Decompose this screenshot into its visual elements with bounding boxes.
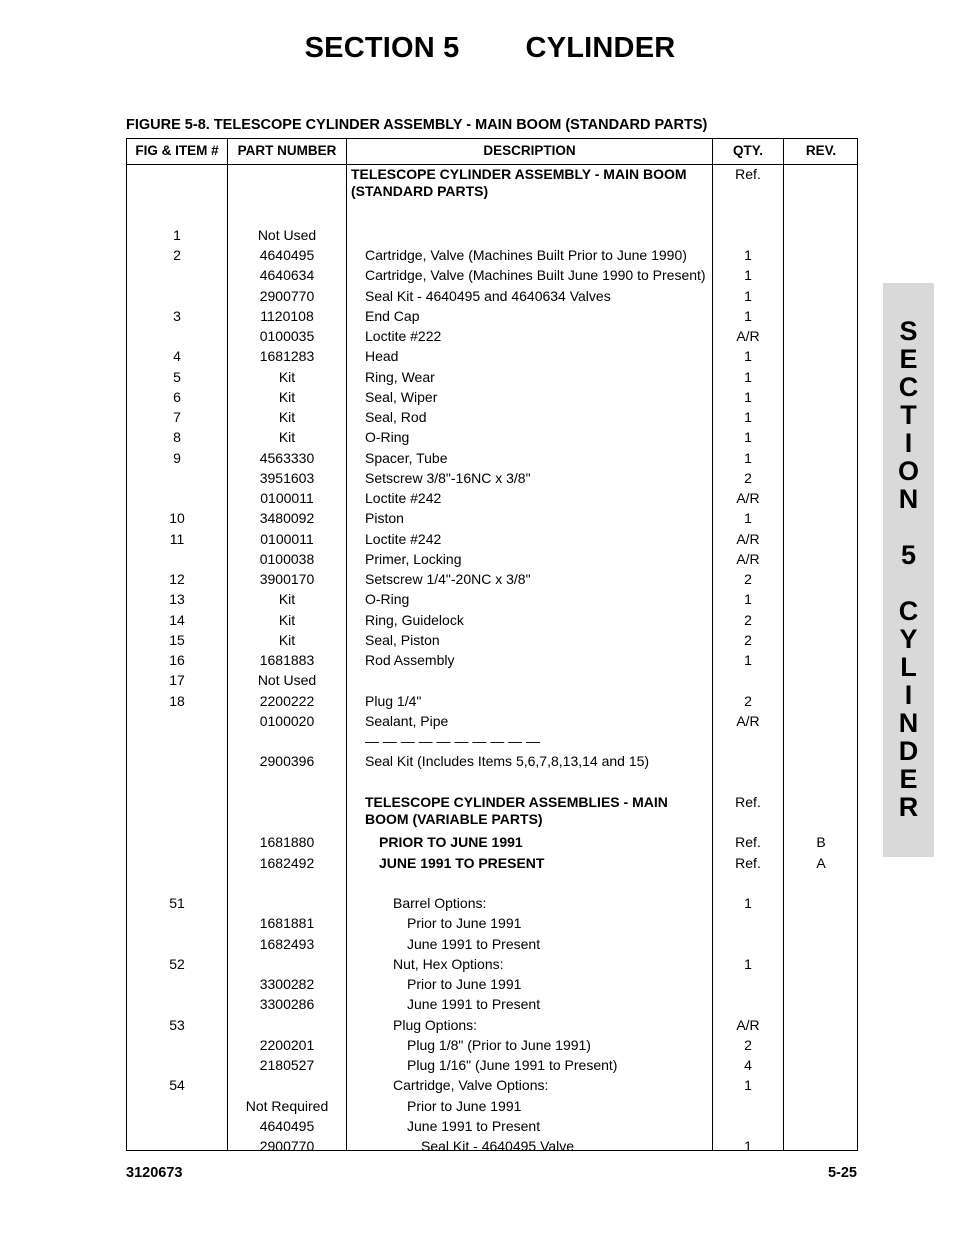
qty-cell: 1 (744, 895, 752, 911)
fig-item-cell: 9 (173, 449, 181, 466)
qty-cell: 1 (744, 1077, 752, 1094)
part-number-cell: Kit (278, 611, 296, 628)
parts-table (126, 138, 858, 1154)
part-number-cell: 1681880 (259, 834, 315, 851)
part-number-cell: 4640495 (259, 247, 315, 263)
section-tab-letter: N (898, 484, 919, 514)
section-tab-letter: D (898, 736, 919, 766)
part-number-cell: 2900396 (259, 753, 315, 770)
qty-cell: 2 (744, 692, 752, 709)
fig-item-cell: 14 (169, 611, 185, 628)
description-cell: O-Ring (365, 429, 410, 446)
qty-cell: A/R (736, 328, 760, 344)
table-row (127, 914, 857, 934)
description-cell: Plug Options: (393, 1016, 478, 1033)
description-cell: Seal, Piston (365, 631, 440, 648)
part-number-cell: 2200201 (259, 1036, 315, 1053)
description-cell: Setscrew 3/8"-16NC x 3/8" (365, 469, 531, 486)
qty-cell: 1 (744, 368, 752, 385)
part-number-cell: Kit (278, 429, 296, 446)
qty-cell: 1 (744, 449, 752, 466)
fig-item-cell: 11 (169, 530, 185, 547)
fig-item-cell: 15 (169, 631, 185, 648)
description-cell: Prior to June 1991 (407, 915, 522, 932)
qty-cell: 2 (744, 1036, 752, 1053)
part-number-cell: 1682493 (259, 935, 315, 952)
part-number-cell: 1682492 (259, 854, 315, 871)
fig-item-cell: 52 (169, 955, 185, 972)
table-row (127, 1016, 857, 1036)
section-tab-letter: N (898, 708, 919, 738)
fig-item-cell: 1 (173, 226, 181, 243)
table-row (127, 995, 857, 1015)
fig-item-cell: 2 (173, 247, 181, 263)
table-row (127, 347, 857, 367)
qty-cell: 2 (744, 571, 752, 587)
fig-item-cell: 17 (169, 672, 185, 689)
fig-item-cell: 53 (169, 1016, 185, 1033)
part-number-cell: 1681881 (259, 915, 315, 932)
description-cell: End Cap (365, 307, 420, 324)
qty-cell: 1 (744, 348, 752, 365)
qty-cell: Ref. (735, 854, 761, 871)
description-cell: Head (365, 348, 399, 365)
table-row (127, 590, 857, 610)
description-cell: TELESCOPE CYLINDER ASSEMBLIES - MAIN BOOM (VARIABLE PARTS) (365, 793, 668, 827)
table-row (127, 489, 857, 509)
qty-cell: Ref. (735, 834, 761, 851)
fig-item-cell: 18 (169, 692, 185, 709)
description-cell: Cartridge, Valve (Machines Built Prior to June 1990) (365, 247, 687, 263)
qty-cell: A/R (736, 490, 760, 506)
section-tab-letter: E (899, 764, 918, 794)
rev-cell: A (816, 854, 826, 871)
table-row (127, 1036, 857, 1056)
header-qty: QTY. (732, 143, 763, 158)
description-cell: Seal Kit - 4640495 Valve (421, 1138, 575, 1154)
table-row (127, 469, 857, 489)
part-number-cell: 2180527 (259, 1057, 315, 1073)
description-cell: Piston (365, 510, 404, 527)
fig-item-cell: 3 (173, 307, 181, 324)
table-row (127, 1137, 857, 1157)
part-number-cell: 1681283 (259, 348, 315, 365)
description-cell: Prior to June 1991 (407, 1097, 522, 1114)
fig-item-cell: 4 (173, 348, 181, 365)
header-fig-item: FIG & ITEM # (135, 143, 219, 158)
qty-cell: 2 (744, 631, 752, 648)
fig-item-cell: 12 (169, 571, 185, 587)
header-rev: REV. (805, 143, 837, 158)
section-tab (883, 283, 934, 857)
part-number-cell: 0100011 (260, 490, 314, 506)
description-cell: — — — — — — — — — — (365, 733, 541, 749)
table-row (127, 1056, 857, 1076)
table-row (127, 1097, 857, 1117)
description-cell: Seal, Rod (365, 409, 427, 425)
table-row (127, 1076, 857, 1096)
section-tab-letter (883, 513, 934, 541)
fig-item-cell: 13 (169, 591, 185, 608)
part-number-cell: Kit (278, 409, 296, 425)
table-row (127, 428, 857, 448)
section-tab-label (883, 317, 934, 821)
description-cell: Plug 1/16" (June 1991 to Present) (407, 1057, 618, 1073)
table-row (127, 327, 857, 347)
section-tab-letter: O (897, 456, 919, 486)
part-number-cell: 0100035 (259, 328, 315, 344)
part-number-cell: 3951603 (259, 469, 315, 486)
table-row (127, 955, 857, 975)
header-description: DESCRIPTION (483, 143, 576, 158)
qty-cell: 1 (744, 1138, 752, 1154)
part-number-cell: 3900170 (259, 571, 315, 587)
table-row (127, 1117, 857, 1137)
description-cell: Barrel Options: (393, 895, 487, 911)
table-row (127, 732, 857, 752)
description-cell: Spacer, Tube (365, 449, 448, 466)
section-tab-letter: T (900, 400, 917, 430)
description-cell: Ring, Guidelock (365, 611, 464, 628)
part-number-cell: Kit (278, 368, 296, 385)
part-number-cell: 2200222 (259, 692, 315, 709)
table-row (127, 226, 857, 246)
description-cell: June 1991 to Present (407, 935, 541, 952)
table-row (127, 206, 857, 226)
rev-cell: B (816, 834, 826, 851)
table-row (127, 854, 857, 874)
part-number-cell: 4563330 (259, 449, 315, 466)
part-number-cell: 4640634 (259, 267, 315, 284)
part-number-cell: Not Used (257, 672, 317, 689)
section-tab-letter: R (898, 792, 919, 822)
section-tab-letter: L (900, 652, 917, 682)
table-row (127, 266, 857, 286)
qty-cell: A/R (736, 712, 760, 729)
part-number-cell: Kit (278, 591, 296, 608)
part-number-cell: 0100011 (260, 530, 314, 547)
qty-cell: 1 (744, 307, 752, 324)
part-number-cell: 0100038 (259, 550, 315, 567)
qty-cell: Ref. (735, 166, 761, 182)
table-row (127, 388, 857, 408)
table-row (127, 975, 857, 995)
table-row (127, 287, 857, 307)
fig-item-cell: 7 (173, 409, 181, 425)
section-tab-letter: C (898, 596, 919, 626)
fig-item-cell: 5 (173, 368, 181, 385)
table-row (127, 894, 857, 914)
description-cell: O-Ring (365, 591, 410, 608)
qty-cell: 1 (744, 388, 752, 405)
section-tab-letter: E (899, 344, 918, 374)
table-row (127, 752, 857, 772)
page-number: 5-25 (827, 1165, 857, 1181)
fig-item-cell: 10 (169, 510, 185, 527)
part-number-cell: Not Required (245, 1097, 329, 1114)
description-cell: Loctite #242 (365, 490, 442, 506)
table-row (127, 833, 857, 853)
description-cell: Plug 1/4" (365, 692, 422, 709)
part-number-cell: 1120108 (260, 307, 314, 324)
description-cell: Seal Kit (Includes Items 5,6,7,8,13,14 and 15) (365, 753, 650, 770)
table-row (127, 793, 857, 834)
part-number-cell: 2900770 (259, 287, 315, 304)
section-tab-letter: Y (899, 624, 918, 654)
qty-cell: 1 (744, 409, 752, 425)
figure-title: FIGURE 5-8. TELESCOPE CYLINDER ASSEMBLY - MAIN BOOM (STANDARD PARTS) (126, 117, 708, 133)
qty-cell: A/R (736, 550, 760, 567)
table-row (127, 408, 857, 428)
table-row (127, 712, 857, 732)
section-tab-letter: I (904, 680, 913, 710)
qty-cell: 2 (744, 469, 752, 486)
section-tab-letter: C (898, 372, 919, 402)
table-row (127, 651, 857, 671)
description-cell: June 1991 to Present (407, 996, 541, 1013)
qty-cell: 1 (744, 955, 752, 972)
part-number-cell: 3300286 (259, 996, 315, 1013)
table-row (127, 611, 857, 631)
description-cell: Prior to June 1991 (407, 976, 522, 992)
qty-cell: A/R (736, 1016, 760, 1033)
description-cell: PRIOR TO JUNE 1991 (379, 834, 523, 851)
page-title: SECTION 5 CYLINDER (304, 32, 676, 64)
table-row (127, 631, 857, 651)
table-row (127, 307, 857, 327)
table-row (127, 570, 857, 590)
table-row (127, 530, 857, 550)
description-cell: JUNE 1991 TO PRESENT (379, 854, 545, 871)
table-body (127, 165, 857, 1157)
description-cell: Ring, Wear (365, 368, 435, 385)
description-cell: TELESCOPE CYLINDER ASSEMBLY - MAIN BOOM (STANDARD PARTS) (351, 166, 687, 199)
section-tab-letter: I (904, 428, 913, 458)
table-row (127, 165, 857, 206)
fig-item-cell: 6 (173, 388, 181, 405)
part-number-cell: 3480092 (259, 510, 315, 527)
table-row (127, 246, 857, 266)
table-row (127, 935, 857, 955)
part-number-cell: Kit (278, 631, 296, 648)
description-cell: Sealant, Pipe (365, 712, 449, 729)
qty-cell: 1 (744, 287, 752, 304)
description-cell: Setscrew 1/4"-20NC x 3/8" (365, 571, 531, 587)
part-number-cell: 2900770 (259, 1138, 315, 1154)
table-row (127, 550, 857, 570)
description-cell: Plug 1/8" (Prior to June 1991) (407, 1036, 591, 1053)
section-tab-letter (883, 569, 934, 597)
description-cell: Cartridge, Valve (Machines Built June 1990 to Present) (365, 267, 706, 284)
table-row (127, 773, 857, 793)
table-row (127, 874, 857, 894)
qty-cell: 1 (744, 591, 752, 608)
part-number-cell: 4640495 (259, 1117, 315, 1134)
part-number-cell: Not Used (257, 226, 317, 243)
qty-cell: 1 (744, 429, 752, 446)
description-cell: Rod Assembly (365, 652, 455, 668)
description-cell: Loctite #242 (365, 530, 442, 547)
part-number-cell: 1681883 (259, 652, 315, 668)
description-cell: Seal, Wiper (365, 388, 438, 405)
table-row (127, 449, 857, 469)
header-part-number: PART NUMBER (237, 143, 337, 158)
table-row (127, 368, 857, 388)
section-tab-letter: S (899, 316, 918, 346)
qty-cell: 1 (744, 267, 752, 284)
fig-item-cell: 51 (169, 895, 185, 911)
description-cell: Loctite #222 (365, 328, 442, 344)
part-number-cell: Kit (278, 388, 296, 405)
table-row (127, 509, 857, 529)
table-row (127, 692, 857, 712)
table-row (127, 671, 857, 691)
fig-item-cell: 54 (169, 1077, 185, 1094)
qty-cell: 1 (744, 652, 752, 668)
description-cell: Primer, Locking (365, 550, 462, 567)
part-number-cell: 3300282 (259, 976, 315, 992)
qty-cell: Ref. (735, 793, 761, 810)
qty-cell: A/R (736, 530, 760, 547)
fig-item-cell: 16 (169, 652, 185, 668)
qty-cell: 4 (744, 1057, 752, 1073)
description-cell: June 1991 to Present (407, 1117, 541, 1134)
part-number-cell: 0100020 (259, 712, 315, 729)
qty-cell: 1 (744, 510, 752, 527)
description-cell: Cartridge, Valve Options: (393, 1077, 549, 1094)
fig-item-cell: 8 (173, 429, 181, 446)
qty-cell: 1 (744, 247, 752, 263)
description-cell: Seal Kit - 4640495 and 4640634 Valves (365, 287, 611, 304)
description-cell: Nut, Hex Options: (393, 955, 504, 972)
document-number: 3120673 (126, 1165, 183, 1181)
qty-cell: 2 (744, 611, 752, 628)
section-tab-letter: 5 (900, 540, 917, 570)
